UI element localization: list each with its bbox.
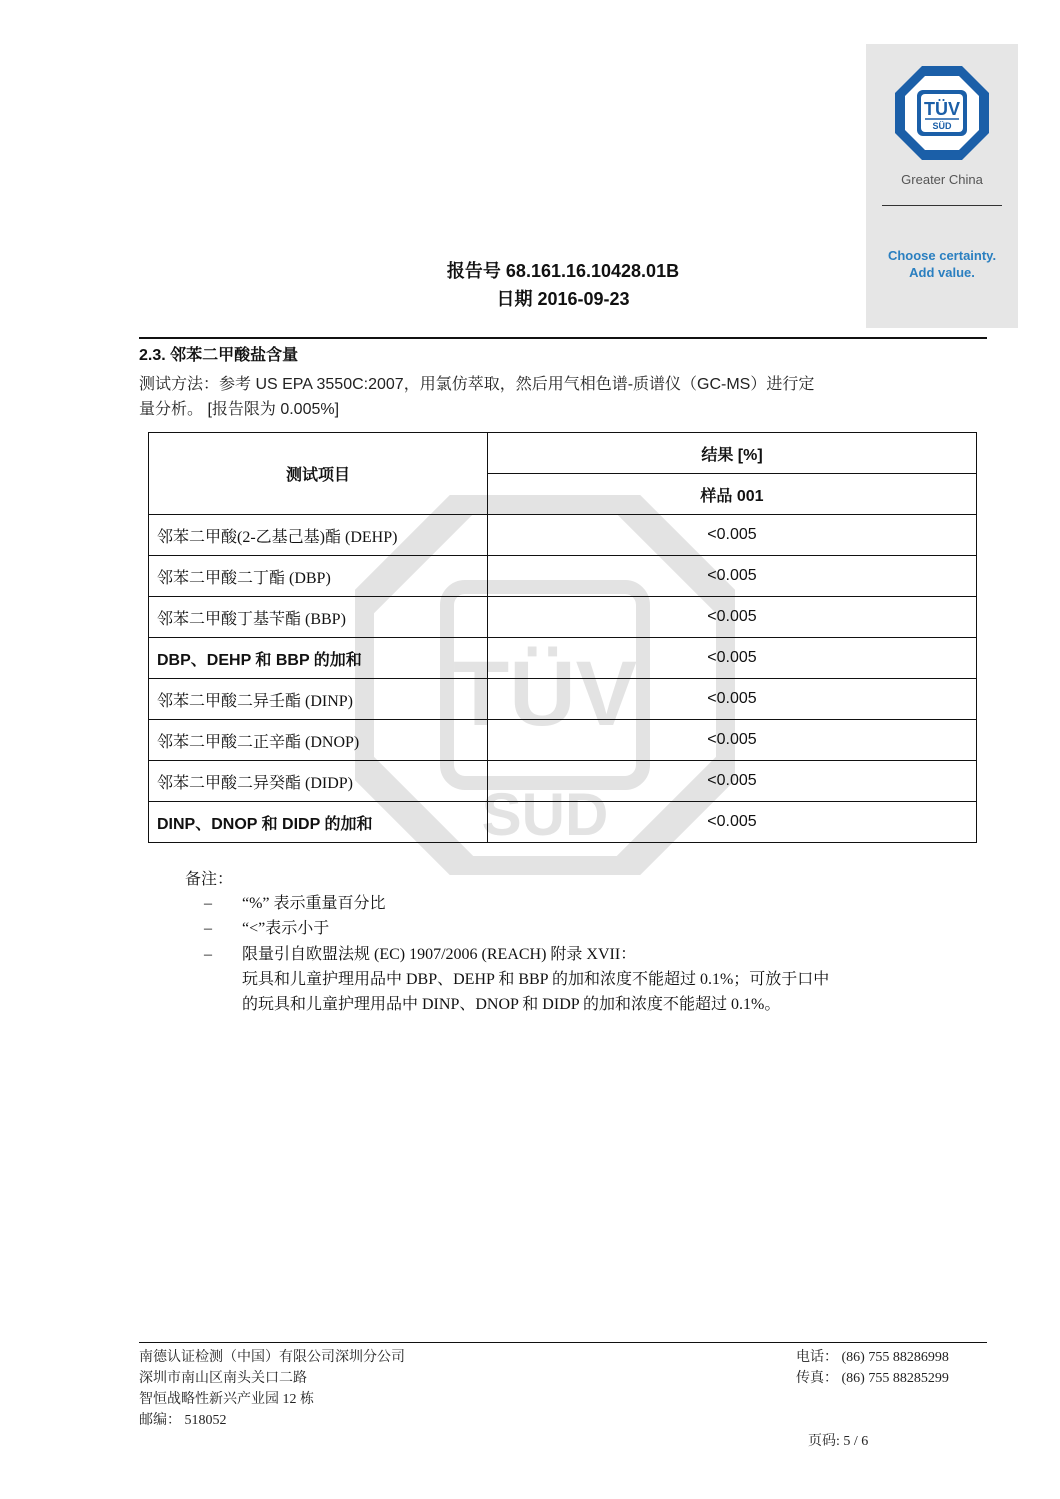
logo-divider (882, 205, 1002, 206)
table-header-row (149, 433, 977, 474)
note-continuation-1: 玩具和儿童护理用品中 DBP、DEHP 和 BBP 的加和浓度不能超过 0.1%；可放于口中 (242, 971, 830, 988)
note-text: “<”表示小于 (242, 920, 330, 937)
table-row (149, 556, 977, 597)
table-row (149, 679, 977, 720)
watermark-brand: TÜV (453, 643, 637, 745)
row-value: <0.005 (488, 597, 977, 638)
footer-phone: 电话： (86) 755 88286998 (796, 1350, 949, 1365)
row-value: <0.005 (488, 638, 977, 679)
header-divider (139, 337, 987, 339)
row-item: 邻苯二甲酸二正辛酯 (DNOP) (149, 720, 488, 761)
section-title: 2.3. 邻苯二甲酸盐含量 (139, 347, 299, 364)
note-dash: – (204, 920, 212, 937)
row-item: 邻苯二甲酸二异癸酯 (DIDP) (149, 761, 488, 802)
row-item: 邻苯二甲酸二异壬酯 (DINP) (149, 679, 488, 720)
table-row (149, 802, 977, 843)
note-item (204, 890, 386, 913)
note-dash: – (204, 895, 212, 912)
row-value: <0.005 (488, 802, 977, 843)
footer-address-1: 深圳市南山区南头关口二路 (139, 1371, 307, 1386)
footer-company: 南德认证检测（中国）有限公司深圳分公司 (139, 1350, 405, 1365)
report-date: 日期 2016-09-23 (496, 289, 630, 309)
logo-brand-text: TÜV (924, 99, 960, 119)
row-value: <0.005 (488, 679, 977, 720)
note-text: 限量引自欧盟法规 (EC) 1907/2006 (REACH) 附录 XVII： (242, 946, 637, 963)
table-row (149, 720, 977, 761)
note-dash: – (204, 946, 212, 963)
row-item: 邻苯二甲酸丁基苄酯 (BBP) (149, 597, 488, 638)
page-number: 页码: 5 / 6 (808, 1434, 869, 1449)
footer-address-2: 智恒战略性新兴产业园 12 栋 (139, 1392, 314, 1407)
note-text: “%” 表示重量百分比 (242, 895, 386, 912)
report-number: 报告号 68.161.16.10428.01B (446, 261, 680, 281)
note-continuation-2: 的玩具和儿童护理用品中 DINP、DNOP 和 DIDP 的加和浓度不能超过 0.1%。 (242, 996, 781, 1013)
row-value: <0.005 (488, 761, 977, 802)
tuv-sud-logo (893, 64, 991, 162)
slogan-line-1: Choose certainty. (887, 248, 997, 263)
notes-label: 备注： (185, 871, 234, 888)
test-method-line-1: 测试方法：参考 US EPA 3550C:2007，用氯仿萃取，然后用气相色谱-质谱仪（GC-MS）进行定 (139, 376, 815, 393)
slogan-line-2: Add value. (909, 265, 975, 280)
row-item: 邻苯二甲酸二丁酯 (DBP) (149, 556, 488, 597)
logo-region: Greater China (901, 172, 983, 187)
row-value: <0.005 (488, 556, 977, 597)
note-item (204, 915, 329, 938)
watermark-sub: SÜD (481, 781, 609, 848)
row-item-sum: DINP、DNOP 和 DIDP 的加和 (149, 802, 488, 843)
test-method-line-2: 量分析。 [报告限为 0.005%] (139, 401, 340, 418)
logo-sub-text: SÜD (932, 121, 952, 131)
footer-divider (139, 1342, 987, 1343)
row-item-sum: DBP、DEHP 和 BBP 的加和 (149, 638, 488, 679)
footer-fax: 传真： (86) 755 88285299 (796, 1371, 949, 1386)
header-test-item: 测试项目 (149, 433, 488, 515)
row-item: 邻苯二甲酸(2-乙基己基)酯 (DEHP) (149, 515, 488, 556)
table-row (149, 638, 977, 679)
table-row (149, 515, 977, 556)
header-sample: 样品 001 (488, 474, 977, 515)
row-value: <0.005 (488, 720, 977, 761)
footer-postcode: 邮编： 518052 (139, 1413, 227, 1428)
table-row (149, 597, 977, 638)
header-result: 结果 [%] (488, 433, 977, 474)
test-method (139, 372, 987, 422)
row-value: <0.005 (488, 515, 977, 556)
results-table (148, 432, 977, 843)
note-item (204, 941, 636, 964)
table-row (149, 761, 977, 802)
